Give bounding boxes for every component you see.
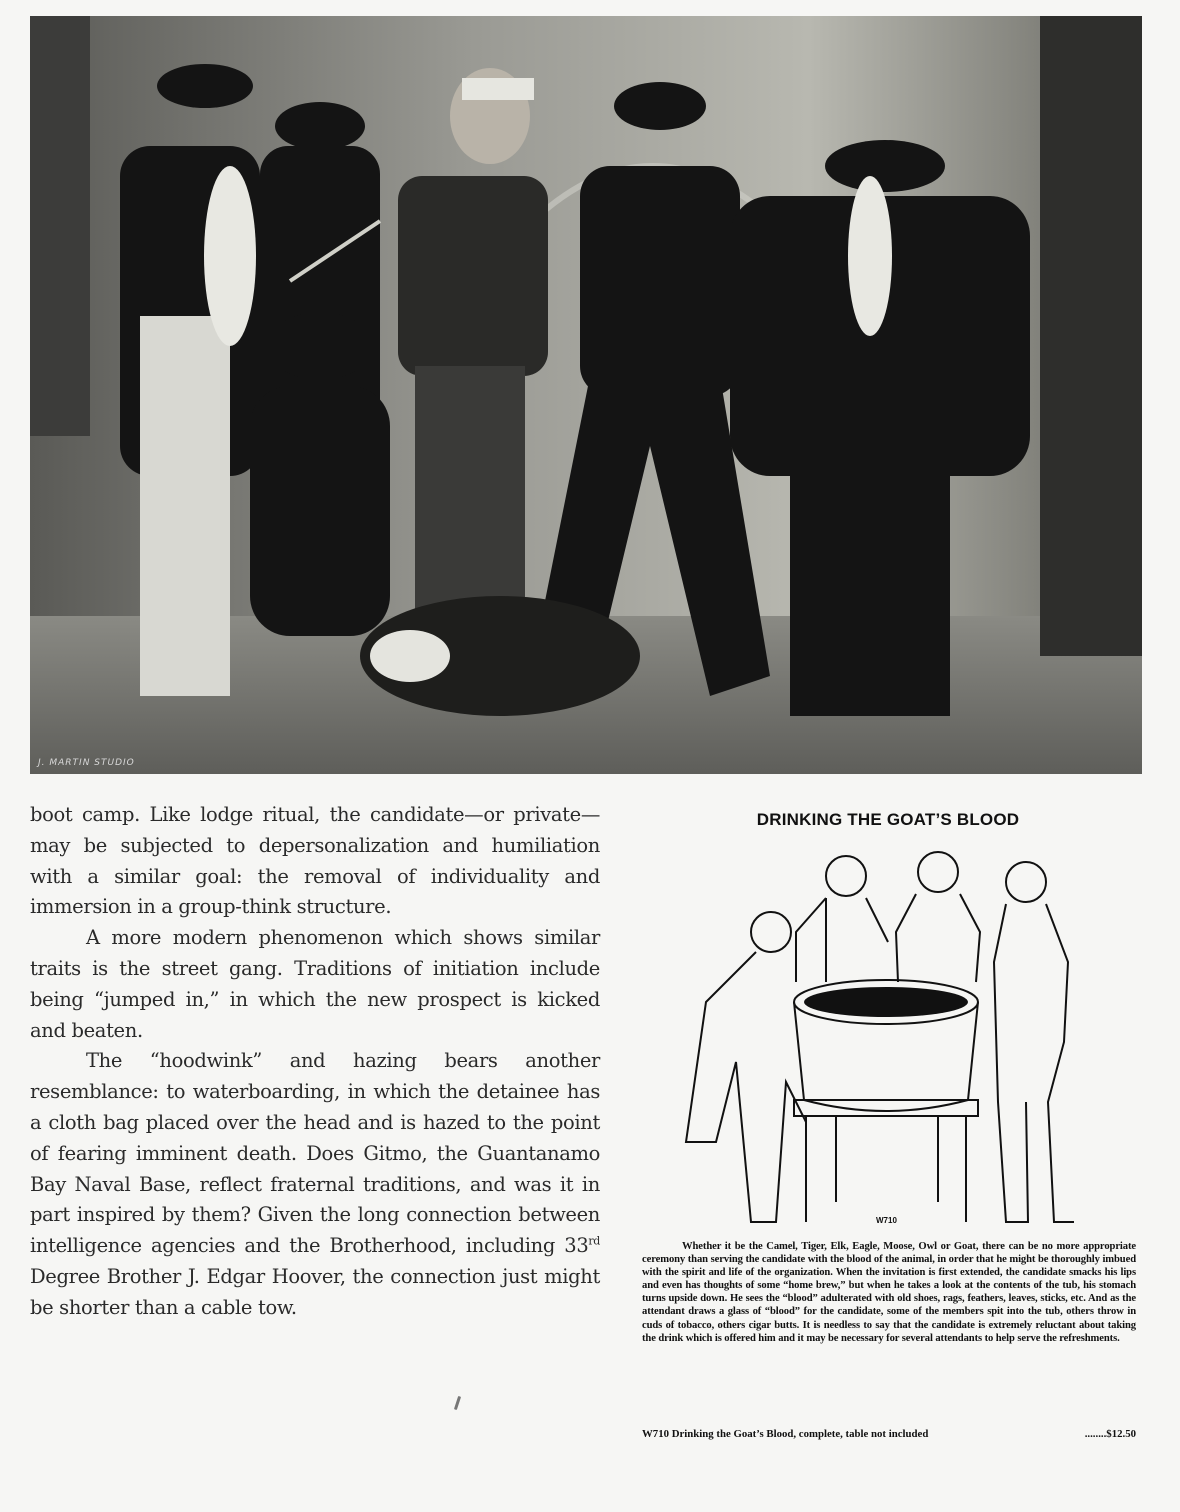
price-dots: ........: [1084, 1428, 1107, 1440]
initiation-photograph: [30, 16, 1142, 774]
body-paragraph-3-part-2: Degree Brother J. Edgar Hoover, the connection just might be shorter than a cable tow.: [30, 1264, 600, 1319]
ordinal-superscript: rd: [588, 1234, 600, 1248]
line-drawing: [676, 842, 1096, 1244]
stray-ink-mark: [454, 1396, 461, 1410]
photo-signature: J. MARTIN STUDIO: [38, 758, 135, 768]
photo-illustration: [30, 16, 1142, 774]
goat-blood-illustration: [676, 842, 1096, 1244]
catalog-description: Whether it be the Camel, Tiger, Elk, Eagle, Moose, Owl or Goat, there can be no more appropriate ceremony than serving the candidate with the blood of the animal, in order that he might be thoroughly imbued with the spirit and life of the organization. When the invitation is first extended, the candidate smacks his lips and even has thoughts of some “home brew,” but when he takes a look at the contents of the tub, his stomach turns upside down. He sees the “blood” adulterated with old shoes, rags, feathers, leaves, sticks, etc. And as the attendant draws a glass of “blood” for the candidate, some of the members spit into the tub, others throw in cuds of tobacco, others cigar butts. It is needless to say that the candidate is extremely reluctant about taking the drink which is offered him and it may be necessary for several attendants to help serve the refreshments.: [642, 1241, 1136, 1344]
body-paragraph-3-part-1: The “hoodwink” and hazing bears another resemblance: to waterboarding, in which the detainee has a cloth bag placed over the head and is hazed to the point of fearing imminent death. Does Gitmo, the Guantanamo Bay Naval Base, reflect fraternal traditions, and was it in part inspired by them? Given the long connection between intelligence agencies and the Brotherhood, including 33: [30, 1049, 600, 1258]
price-item: W710 Drinking the Goat’s Blood, complete, table not included: [642, 1428, 929, 1440]
catalog-entry: [636, 810, 1140, 1440]
body-paragraph-3: [30, 1046, 600, 1323]
price-value-group: [1085, 1428, 1136, 1440]
figure-code: W710: [876, 1216, 897, 1225]
catalog-title: DRINKING THE GOAT’S BLOOD: [756, 810, 1020, 829]
body-text-column: [30, 800, 600, 1324]
body-paragraph-1: boot camp. Like lodge ritual, the candidate—or private—may be subjected to depersonalization and humiliation with a similar goal: the removal of individuality and immersion in a group-think structure.: [30, 803, 600, 919]
price-line: [642, 1428, 1136, 1440]
price-value: $12.50: [1106, 1428, 1136, 1440]
body-paragraph-2: A more modern phenomenon which shows similar traits is the street gang. Traditions of initiation include being “jumped in,” in which the new prospect is kicked and beaten.: [30, 926, 600, 1042]
